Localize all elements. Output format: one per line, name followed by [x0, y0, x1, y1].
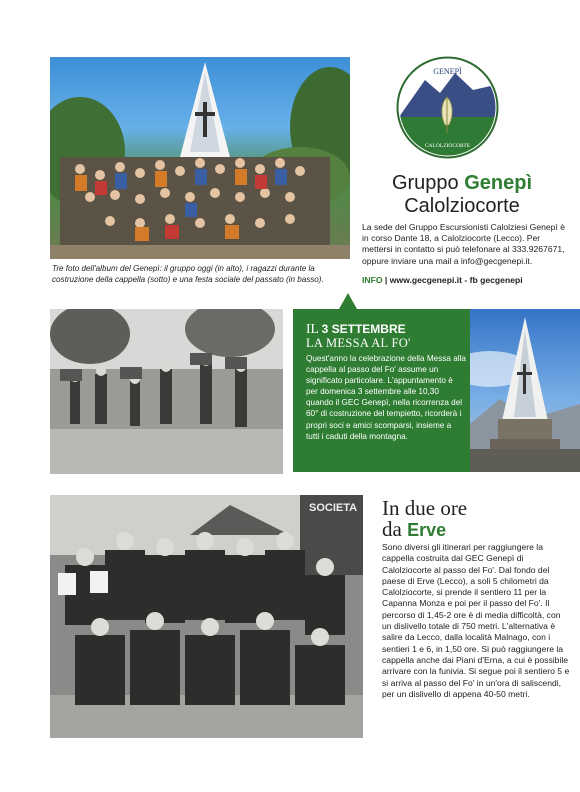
mass-date-prefix: IL — [306, 321, 322, 336]
mass-date-heading — [306, 322, 406, 336]
title-prefix: Gruppo — [391, 172, 465, 194]
page-title — [362, 172, 562, 195]
logo-top-text: GENEPÌ — [433, 67, 462, 76]
info-links[interactable]: | www.gecgenepi.it - fb gecgenepi — [382, 275, 523, 285]
mass-announcement-box — [293, 309, 470, 472]
photo-cross-monument — [470, 309, 580, 472]
erve-body: Sono diversi gli itinerari per raggiungere la cappella costruita dal GEC Genepì di Calolziocorte al passo del Fo'. Dal fondo del paese di Erve (Lecco), a soli 5 chilometri da Calolziocorte, si prende il sentiero 11 per la Capanna Monza e poi per il passo del Fo'. Il percorso di 1,45-2 ore è di media difficoltà, con un dislivello totale di 750 metri. L'alternativa è salire da Lecco, dalla località Malnago, con i sentieri 1 e 6, in 1,50 ore. Si può raggiungere la cappella anche dai Piani d'Erna, a cui è possibile arrivare con la funivia. Si segue poi il sentiero 5 e si arriva al passo del Fo' in un'ora di saliscendi, per un dislivello di appena 40-50 metri. — [382, 542, 570, 699]
callout-pointer — [339, 293, 357, 309]
genepi-logo — [395, 55, 500, 160]
erve-heading-prefix: da — [382, 517, 408, 541]
mass-date: 3 SETTEMBRE — [321, 322, 406, 336]
photo-sign-text: SOCIETA — [309, 502, 358, 514]
photo-caption: Tre foto dell'album del Genepì: il gruppo oggi (in alto), i ragazzi durante la costruzione della cappella (sotto) e una festa sociale del passato (in basso). — [52, 264, 324, 284]
info-line — [362, 275, 572, 285]
photo-group-today — [50, 57, 350, 259]
page-subtitle: Calolziocorte — [404, 195, 520, 217]
info-label: INFO — [362, 275, 383, 285]
mass-body: Quest'anno la celebrazione della Messa alla cappella al passo del Fo' assume un significato particolare. L'appuntamento è per domenica 3 settembre alle 10,30 quando il GEC Genepì, nella ricorrenza del 60° di costruzione del tempietto, ricorderà i propri soci e amici scomparsi, insieme a tutti i caduti della montagna. — [306, 354, 466, 441]
erve-heading-place: Erve — [407, 520, 447, 540]
photo-chapel-construction — [50, 309, 283, 474]
mass-heading: LA MESSA AL FO' — [306, 336, 411, 350]
info-text: La sede del Gruppo Escursionisti Calolziesi Genepì è in corso Dante 18, a Calolziocorte (Lecco). Per mettersi in contatto si può telefonare al 333.9267671, oppure inviare una mail a info@gecgenepi.it. — [362, 222, 566, 266]
title-highlight: Genepì — [464, 172, 533, 194]
erve-heading-line2 — [382, 517, 446, 542]
erve-heading-line1: In due ore — [382, 496, 468, 520]
photo-social-party — [50, 495, 363, 738]
logo-bottom-text: CALOLZIOCORTE — [424, 143, 471, 149]
